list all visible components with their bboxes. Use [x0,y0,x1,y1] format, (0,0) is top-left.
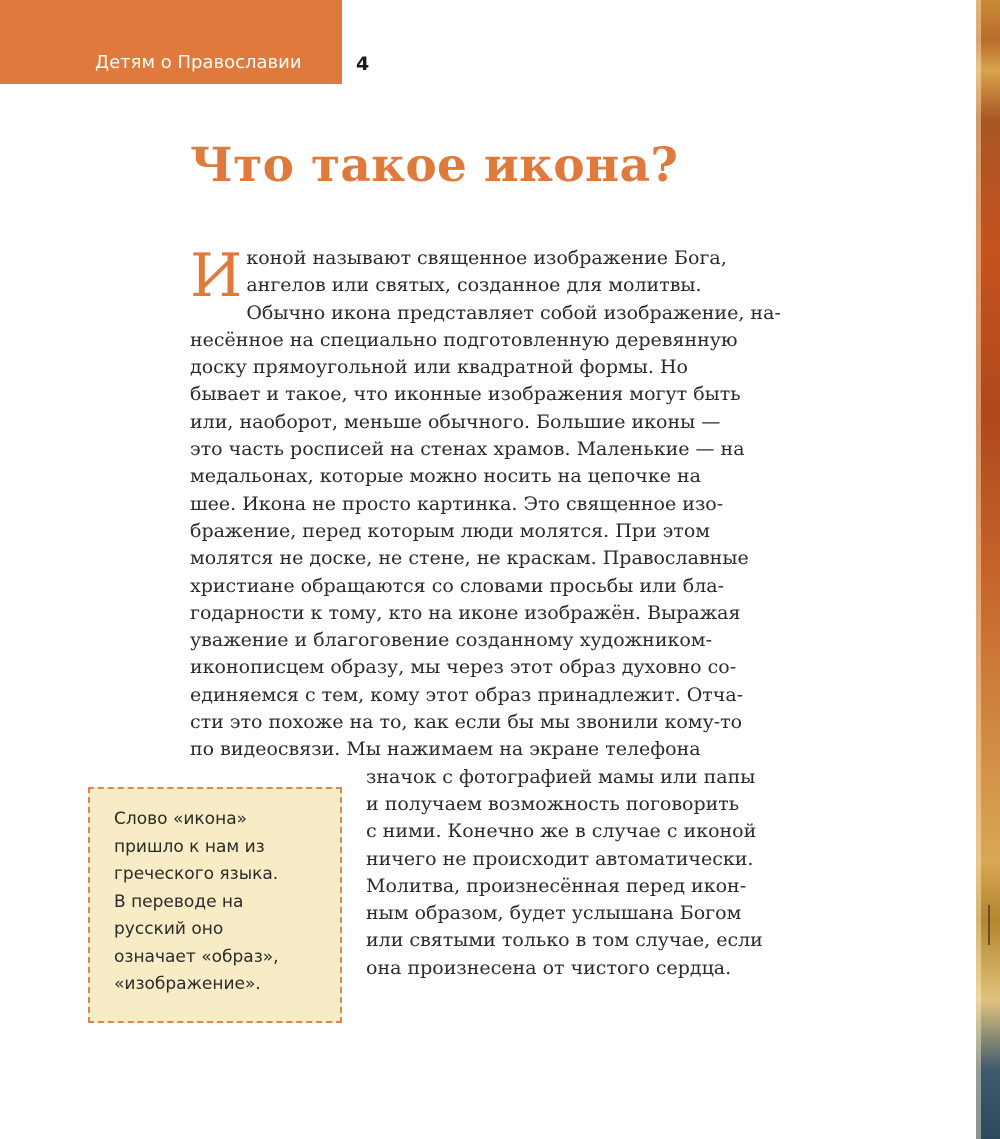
icon-image-edge [976,0,1000,1139]
sidebar-line: В переводе на [114,891,244,912]
sidebar-line: означает «образ», [114,946,279,967]
body-line: с ними. Конечно же в случае с иконой [366,820,757,843]
body-line: несённое на специально подготовленную деревянную [190,328,738,351]
body-line: Обычно икона представляет собой изображение, на- [246,301,781,324]
body-line: уважение и благоговение созданному художником- [190,629,712,652]
body-line: ничего не происходит автоматически. [366,847,754,870]
body-line: коной называют священное изображение Бога, [246,247,727,269]
drop-cap: И [190,241,243,311]
sidebar-line: «изображение». [114,974,261,994]
article-title: Что такое икона? [190,138,679,193]
body-line: или святыми только в том случае, если [366,929,763,952]
body-line: доску прямоугольной или квадратной формы. Но [190,356,688,379]
page-number: 4 [356,53,370,75]
body-line: бражение, перед которым люди молятся. При этом [190,519,711,542]
body-line: она произнесена от чистого сердца. [366,956,732,979]
body-line: иконописцем образу, мы через этот образ духовно со- [190,656,737,679]
body-line: молятся не доске, не стене, не краскам. Православные [190,547,749,570]
body-line: или, наоборот, меньше обычного. Большие иконы — [190,410,721,433]
body-line: годарности к тому, кто на иконе изображён. Выражая [190,601,741,624]
body-line: это часть росписей на стенах храмов. Маленькие — на [190,438,745,461]
body-line: Молитва, произнесённая перед икон- [366,874,747,897]
sidebar-line: Слово «икона» [114,809,248,829]
body-line: ангелов или святых, созданное для молитвы. [246,274,702,297]
body-line: единяемся с тем, кому этот образ принадлежит. Отча- [190,683,744,706]
book-series-title: Детям о Православии [95,52,302,73]
body-line: по видеосвязи. Мы нажимаем на экране телефона [190,738,701,761]
body-line: значок с фотографией мамы или папы [366,765,756,788]
body-line: сти это похоже на то, как если бы мы звонили кому-то [190,711,743,734]
body-line: ным образом, будет услышана Богом [366,902,742,925]
sidebar-line: греческого языка. [114,864,279,884]
sidebar-line: русский оно [114,919,224,939]
body-line: шее. Икона не просто картинка. Это священное изо- [190,492,724,515]
sidebar-line: пришло к нам из [114,836,265,857]
body-line: христиане обращаются со словами просьбы или бла- [190,574,725,597]
body-line: бывает и такое, что иконные изображения могут быть [190,383,741,406]
body-line: медальонах, которые можно носить на цепочке на [190,465,701,488]
body-line: и получаем возможность поговорить [366,792,740,815]
sidebar-note [88,787,342,1023]
